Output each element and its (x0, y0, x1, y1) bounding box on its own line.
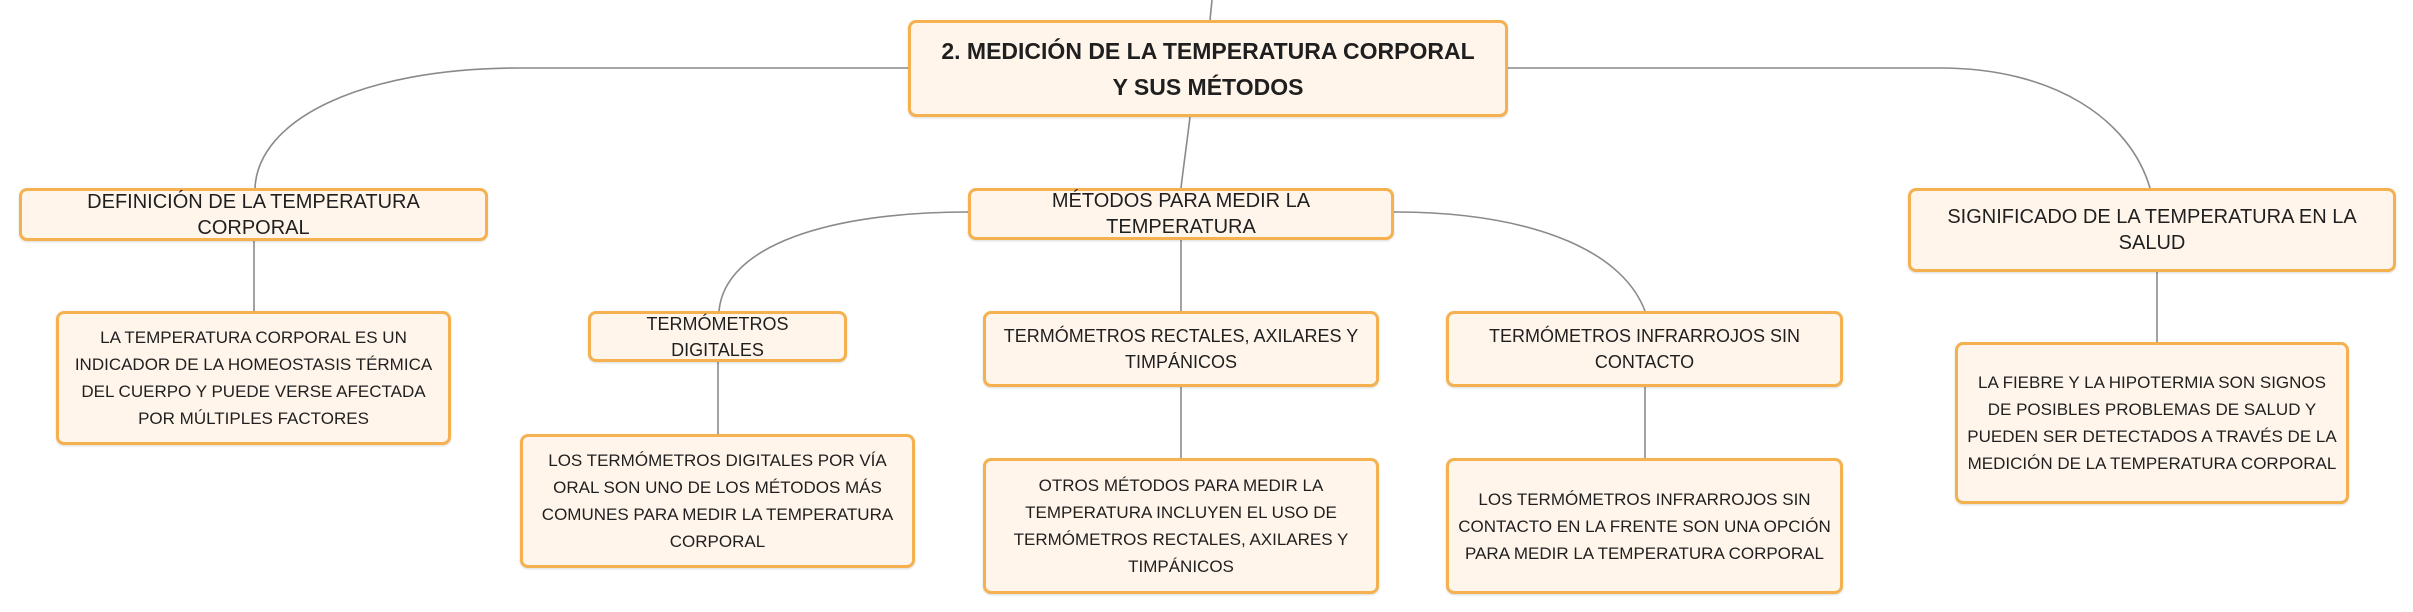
rectal-thermometers-detail-text: OTROS MÉTODOS PARA MEDIR LA TEMPERATURA INCLUYEN EL USO DE TERMÓMETROS RECTALES, AXILARES Y TIMPÁNICOS (1013, 476, 1349, 576)
connector-root-to-significance (1508, 68, 2150, 188)
methods-label: MÉTODOS PARA MEDIR LA TEMPERATURA (1051, 190, 1311, 238)
definition-node[interactable] (19, 188, 488, 241)
definition-detail-text: LA TEMPERATURA CORPORAL ES UN INDICADOR DE LA HOMEOSTASIS TÉRMICA DEL CUERPO Y PUEDE VERSE AFECTADA POR MÚLTIPLES FACTORES (74, 328, 433, 428)
connector-parent-to-root (1210, 0, 1212, 20)
infrared-thermometers-detail-node[interactable] (1446, 458, 1843, 594)
connector-root-to-methods (1181, 117, 1190, 188)
root-topic-label: 2. MEDICIÓN DE LA TEMPERATURA CORPORAL Y SUS MÉTODOS (941, 37, 1475, 100)
significance-detail-node[interactable] (1955, 342, 2349, 504)
significance-node[interactable] (1908, 188, 2396, 272)
digital-thermometers-node[interactable] (588, 311, 847, 362)
rectal-thermometers-label: TERMÓMETROS RECTALES, AXILARES Y TIMPÁNICOS (1003, 326, 1359, 372)
connector-methods-to-digital (719, 212, 968, 311)
connector-root-to-definition (255, 68, 908, 188)
rectal-thermometers-node[interactable] (983, 311, 1379, 387)
definition-label: DEFINICIÓN DE LA TEMPERATURA CORPORAL (87, 190, 420, 239)
significance-detail-text: LA FIEBRE Y LA HIPOTERMIA SON SIGNOS DE POSIBLES PROBLEMAS DE SALUD Y PUEDEN SER DETECTADOS A TRAVÉS DE LA MEDICIÓN DE LA TEMPERATURA CORPORAL (1967, 373, 2337, 473)
rectal-thermometers-detail-node[interactable] (983, 458, 1379, 594)
infrared-thermometers-label: TERMÓMETROS INFRARROJOS SIN CONTACTO (1488, 326, 1800, 372)
digital-thermometers-detail-text: LOS TERMÓMETROS DIGITALES POR VÍA ORAL SON UNO DE LOS MÉTODOS MÁS COMUNES PARA MEDIR LA TEMPERATURA CORPORAL (541, 451, 894, 551)
connector-methods-to-infrared (1394, 212, 1645, 311)
infrared-thermometers-detail-text: LOS TERMÓMETROS INFRARROJOS SIN CONTACTO EN LA FRENTE SON UNA OPCIÓN PARA MEDIR LA TEMPERATURA CORPORAL (1458, 489, 1831, 563)
methods-node[interactable] (968, 188, 1394, 240)
digital-thermometers-detail-node[interactable] (520, 434, 915, 568)
root-topic-node[interactable] (908, 20, 1508, 117)
digital-thermometers-label: TERMÓMETROS DIGITALES (646, 313, 789, 360)
definition-detail-node[interactable] (56, 311, 451, 445)
infrared-thermometers-node[interactable] (1446, 311, 1843, 387)
significance-label: SIGNIFICADO DE LA TEMPERATURA EN LA SALUD (1947, 206, 2357, 254)
